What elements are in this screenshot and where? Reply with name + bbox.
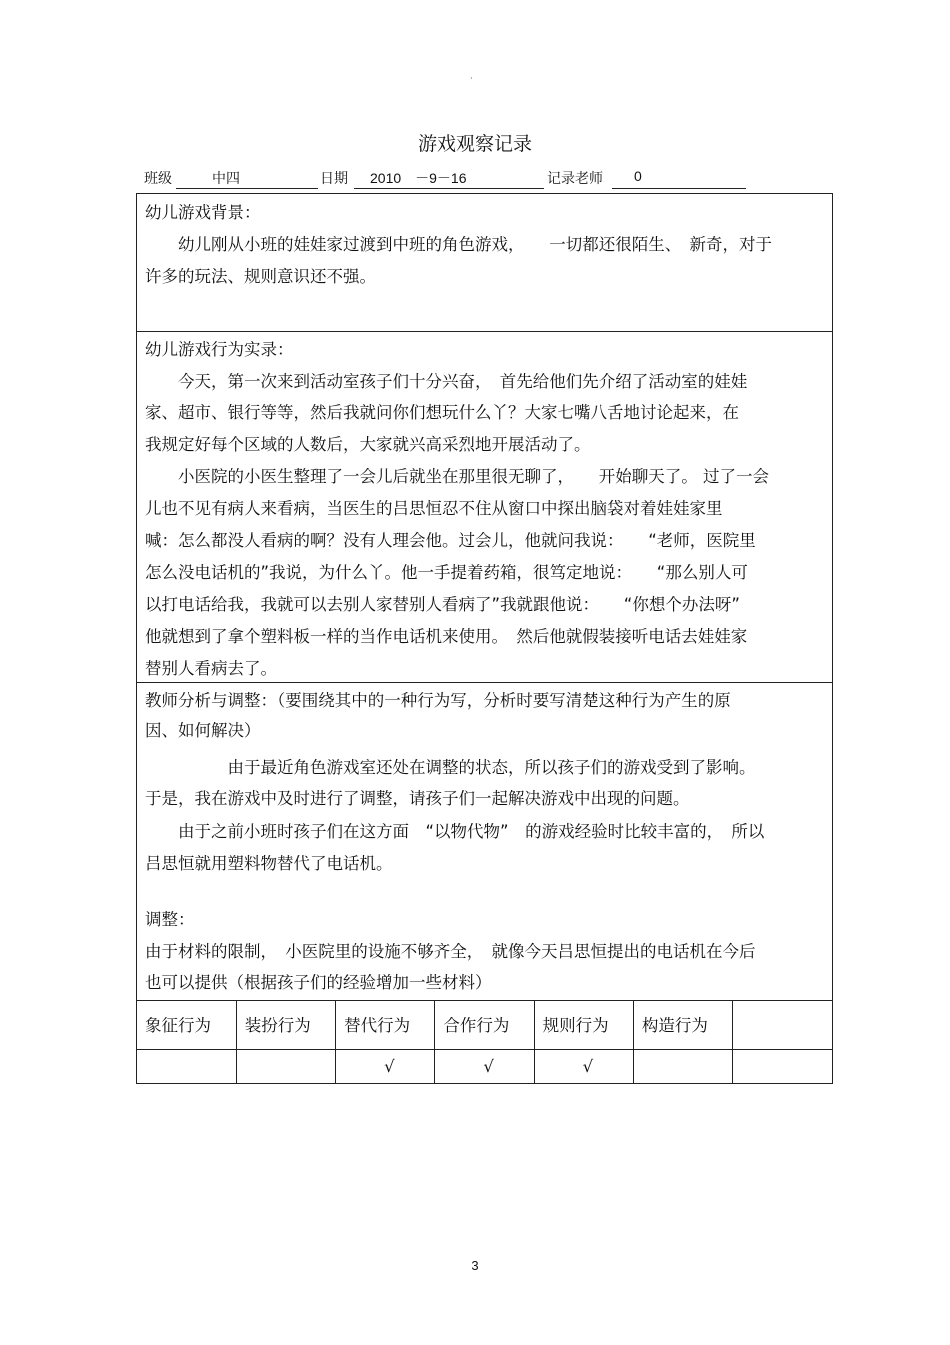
behavior-check-cell (633, 1049, 732, 1083)
record-line: 我规定好每个区域的人数后，大家就兴高采烈地开展活动了。 (145, 435, 591, 454)
behavior-header-cell (733, 1001, 832, 1049)
background-section (137, 194, 832, 332)
behavior-header-row (137, 1001, 832, 1049)
record-line: 他就想到了拿个塑料板一样的当作电话机来使用。 然后他就假装接听电话去娃娃家 (145, 627, 748, 646)
record-line: 替别人看病去了。 (145, 659, 277, 678)
analysis-heading-cont: 因、如何解决） (145, 721, 261, 740)
background-line: 幼儿刚从小班的娃娃家过渡到中班的角色游戏， 一切都还很陌生、 新奇，对于 (145, 235, 772, 254)
analysis-line: 由于最近角色游戏室还处在调整的状态，所以孩子们的游戏受到了影响。 (145, 758, 756, 777)
analysis-line: 由于之前小班时孩子们在这方面 “以物代物” 的游戏经验时比较丰富的， 所以 (145, 822, 765, 841)
class-underline (176, 188, 318, 189)
behavior-header-cell: 构造行为 (633, 1001, 732, 1049)
behavior-header-cell: 装扮行为 (236, 1001, 335, 1049)
adjust-heading: 调整： (145, 910, 195, 929)
background-heading: 幼儿游戏背景： (145, 203, 261, 222)
adjust-line: 也可以提供（根据孩子们的经验增加一些材料） (145, 973, 492, 992)
record-line: 家、超市、银行等等，然后我就问你们想玩什么丫？大家七嘴八舌地讨论起来，在 (145, 403, 739, 422)
record-form (136, 193, 833, 1000)
date-label: 日期 (320, 171, 348, 187)
background-line: 许多的玩法、规则意识还不强。 (145, 267, 376, 286)
behavior-check-cell: √ (534, 1049, 633, 1083)
behavior-header-cell: 替代行为 (336, 1001, 435, 1049)
document-title: 游戏观察记录 (417, 133, 532, 155)
behavior-check-cell (137, 1049, 236, 1083)
teacher-label: 记录老师 (547, 171, 603, 187)
adjust-line: 由于材料的限制， 小医院里的设施不够齐全， 就像今天吕思恒提出的电话机在今后 (145, 942, 756, 961)
record-line: 儿也不见有病人来看病，当医生的吕思恒忍不住从窗口中探出脑袋对着娃娃家里 (145, 499, 723, 518)
analysis-line: 吕思恒就用塑料物替代了电话机。 (145, 854, 393, 873)
class-label: 班级 (144, 171, 172, 187)
record-line: 喊：怎么都没人看病的啊？没有人理会他。过会儿，他就问我说： “老师，医院里 (145, 531, 756, 550)
teacher-value: 0 (634, 168, 642, 184)
analysis-line: 于是，我在游戏中及时进行了调整，请孩子们一起解决游戏中出现的问题。 (145, 789, 690, 808)
behavior-check-row (137, 1049, 832, 1083)
date-underline (354, 188, 544, 189)
behavior-header-cell: 规则行为 (534, 1001, 633, 1049)
analysis-section (137, 683, 832, 1001)
behavior-header-cell: 象征行为 (137, 1001, 236, 1049)
behavior-header-cell: 合作行为 (435, 1001, 534, 1049)
analysis-heading: 教师分析与调整：（要围绕其中的一种行为写，分析时要写清楚这种行为产生的原 (145, 691, 731, 710)
record-section (137, 332, 832, 683)
record-line: 今天，第一次来到活动室孩子们十分兴奋， 首先给他们先介绍了活动室的娃娃 (145, 372, 748, 391)
behavior-check-cell: √ (336, 1049, 435, 1083)
behavior-check-cell (733, 1049, 832, 1083)
behavior-check-cell: √ (435, 1049, 534, 1083)
class-value: 中四 (212, 170, 240, 186)
top-mark: · (470, 74, 473, 84)
teacher-underline (612, 188, 746, 189)
date-value: 2010 －9－16 (370, 170, 467, 186)
behavior-table (136, 1000, 833, 1084)
record-heading: 幼儿游戏行为实录： (145, 340, 294, 359)
record-line: 怎么没电话机的”我说，为什么丫。他一手提着药箱，很笃定地说： “那么别人可 (145, 563, 748, 582)
page-number: 3 (471, 1258, 479, 1273)
record-line: 小医院的小医生整理了一会儿后就坐在那里很无聊了， 开始聊天了。 过了一会 (145, 467, 769, 486)
record-line: 以打电话给我，我就可以去别人家替别人看病了”我就跟他说： “你想个办法呀” (145, 595, 740, 614)
behavior-check-cell (236, 1049, 335, 1083)
